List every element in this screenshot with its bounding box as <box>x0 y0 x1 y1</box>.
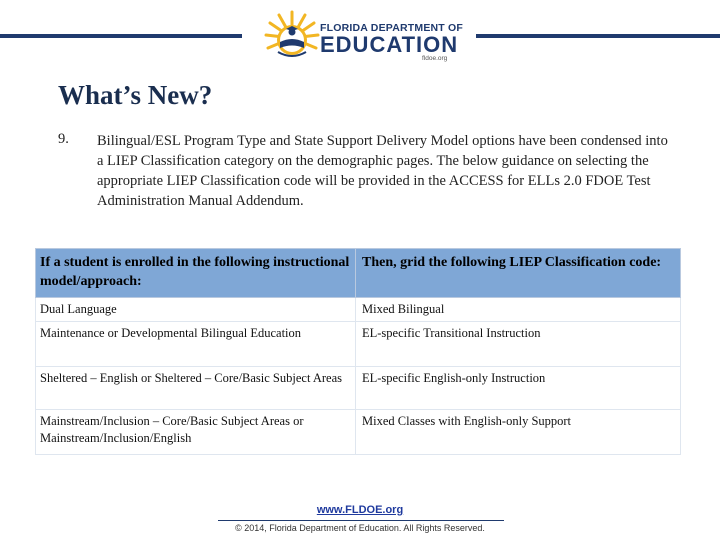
page-title: What’s New? <box>58 80 213 110</box>
table-row <box>36 322 681 367</box>
table-row <box>36 298 681 322</box>
logo-line1: FLORIDA DEPARTMENT OF <box>320 22 464 34</box>
table-header-row <box>36 249 681 298</box>
cell-code: EL-specific Transitional Instruction <box>356 322 681 367</box>
header-rule-left <box>0 34 242 38</box>
fldoe-website-link[interactable]: www.FLDOE.org <box>316 504 404 516</box>
cell-model: Sheltered – English or Sheltered – Core/Basic Subject Areas <box>36 367 356 410</box>
cell-code: EL-specific English-only Instruction <box>356 367 681 410</box>
table-row <box>36 367 681 410</box>
footer-divider <box>218 520 504 521</box>
item-number: 9. <box>58 131 69 147</box>
cell-model: Dual Language <box>36 298 356 322</box>
cell-model: Maintenance or Developmental Bilingual Education <box>36 322 356 367</box>
cell-code: Mixed Classes with English-only Support <box>356 410 681 455</box>
sun-graduate-icon <box>262 8 322 64</box>
logo-line2: EDUCATION <box>320 32 459 57</box>
liep-classification-table <box>35 248 681 455</box>
fldoe-logo[interactable] <box>262 8 462 64</box>
header-rule-right <box>476 34 720 38</box>
header-liep-code: Then, grid the following LIEP Classification code: <box>356 249 681 298</box>
item-text: Bilingual/ESL Program Type and State Support Delivery Model options have been condensed into a LIEP Classification category on the demographic pages. The below guidance on selecting the appropriate LIEP Classification code will be provided in the ACCESS for ELLs 2.0 FDOE Test Administration Manual Addendum. <box>97 133 668 209</box>
copyright-text: © 2014, Florida Department of Education. All Rights Reserved. <box>235 523 485 533</box>
logo-url: fldoe.org <box>422 55 448 62</box>
cell-code: Mixed Bilingual <box>356 298 681 322</box>
header-instructional-model: If a student is enrolled in the following instructional model/approach: <box>36 249 356 298</box>
cell-model: Mainstream/Inclusion – Core/Basic Subject Areas or Mainstream/Inclusion/English <box>36 410 356 455</box>
table-row <box>36 410 681 455</box>
